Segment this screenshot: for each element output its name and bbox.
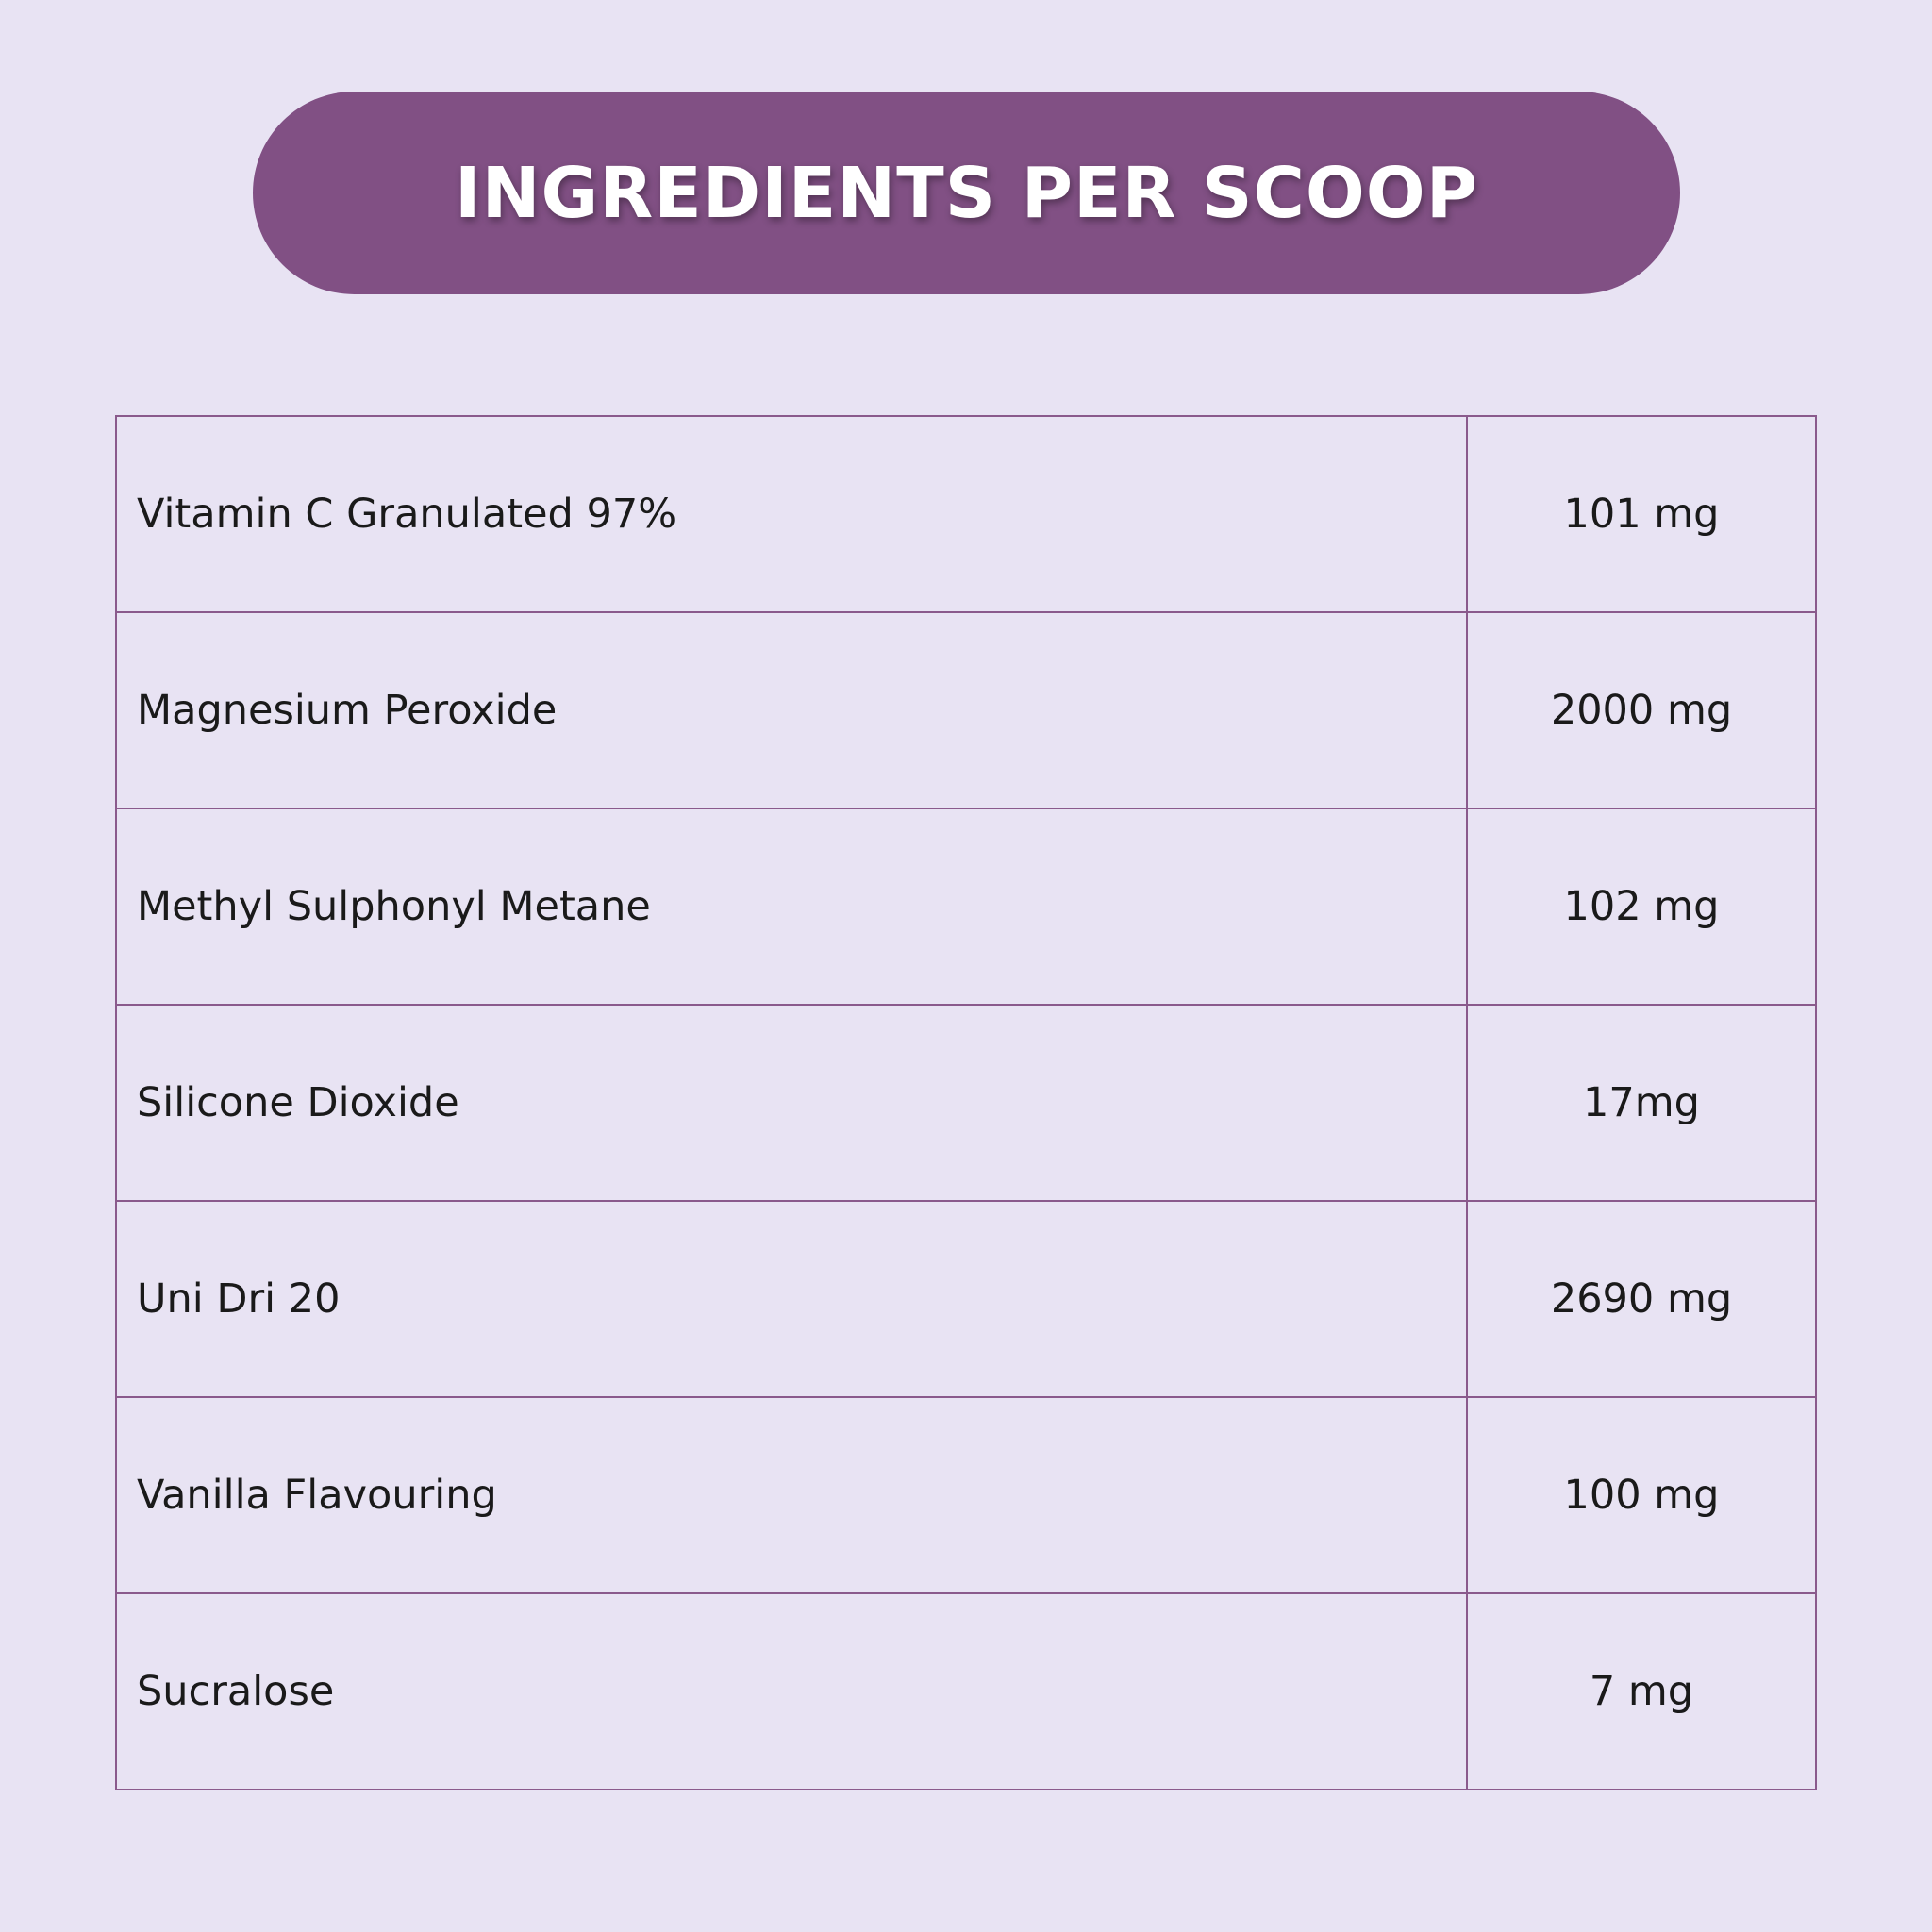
ingredient-name: Magnesium Peroxide [116,612,1467,808]
header-banner [253,92,1680,294]
ingredient-name: Vanilla Flavouring [116,1397,1467,1593]
ingredient-amount: 100 mg [1467,1397,1816,1593]
ingredients-table [115,415,1817,1790]
table-row [116,808,1816,1005]
table-row [116,1397,1816,1593]
ingredient-name: Sucralose [116,1593,1467,1790]
ingredient-amount: 102 mg [1467,808,1816,1005]
table-row [116,416,1816,612]
ingredient-name: Uni Dri 20 [116,1201,1467,1397]
page-title: INGREDIENTS PER SCOOP [455,152,1478,234]
table-row [116,612,1816,808]
table-row [116,1201,1816,1397]
table-row [116,1593,1816,1790]
table-row [116,1005,1816,1201]
ingredient-name: Vitamin C Granulated 97% [116,416,1467,612]
ingredient-name: Silicone Dioxide [116,1005,1467,1201]
ingredient-name: Methyl Sulphonyl Metane [116,808,1467,1005]
ingredient-amount: 7 mg [1467,1593,1816,1790]
ingredient-amount: 101 mg [1467,416,1816,612]
ingredient-amount: 2000 mg [1467,612,1816,808]
ingredient-amount: 17mg [1467,1005,1816,1201]
ingredient-amount: 2690 mg [1467,1201,1816,1397]
